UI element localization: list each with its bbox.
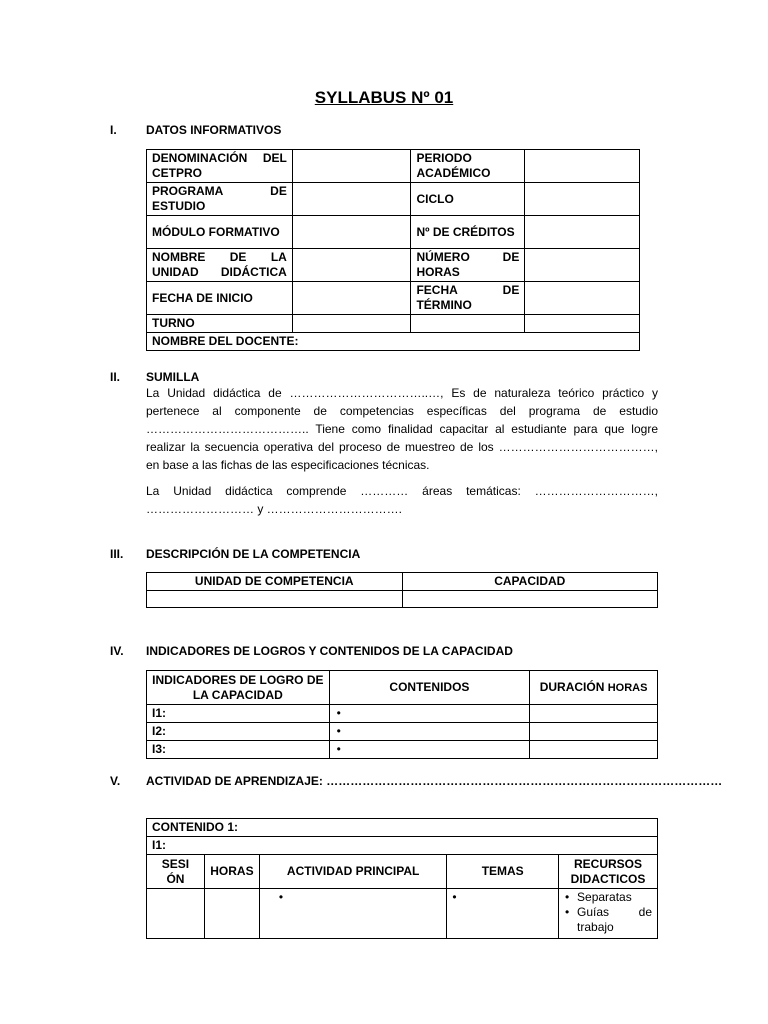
cell-turno-value-2 [411, 315, 525, 333]
cell-periodo-value [525, 150, 640, 183]
bullet-icon: • [278, 890, 284, 904]
cell-fecha-termino: FECHA DE TÉRMINO [411, 282, 525, 315]
horas-label: HORAS [607, 681, 648, 694]
cell-temas-value [447, 889, 559, 939]
bullet-icon: • [336, 724, 341, 738]
indicadores-table [146, 670, 658, 759]
cell-nombre-unidad-value [292, 249, 411, 282]
section-label: ACTIVIDAD DE APRENDIZAJE: ……………………………………………………………………………………… [146, 774, 723, 788]
cell-fecha-inicio-value [292, 282, 411, 315]
cell-nombre-unidad: NOMBRE DE LA UNIDAD DIDÁCTICA [147, 249, 293, 282]
header-sesion [147, 855, 205, 889]
indicator-row-label: I2: [147, 723, 330, 741]
indicator-row-label: I1: [147, 705, 330, 723]
cell-sesion-value [147, 889, 205, 939]
section-label: INDICADORES DE LOGROS Y CONTENIDOS DE LA CAPACIDAD [146, 644, 513, 658]
duracion-cell [530, 723, 658, 741]
duracion-cell [530, 741, 658, 759]
header-horas: HORAS [204, 855, 259, 889]
cell-unidad-competencia-value [147, 591, 403, 608]
cell-fecha-inicio: FECHA DE INICIO [147, 282, 293, 315]
cell-programa-value [292, 183, 411, 216]
cell-denominacion: DENOMINACIÓN DEL CETPRO [147, 150, 293, 183]
header-contenidos: CONTENIDOS [329, 671, 530, 705]
cell-fecha-termino-value [525, 282, 640, 315]
cell-creditos-value [525, 216, 640, 249]
cell-indicador: I1: [147, 837, 658, 855]
header-duracion [530, 671, 658, 705]
contenido-bullet-cell [329, 705, 530, 723]
cell-programa: PROGRAMA DE ESTUDIO [147, 183, 293, 216]
cell-docente: NOMBRE DEL DOCENTE: [147, 333, 640, 351]
section-number: IV. [110, 644, 124, 658]
cell-actividad-value [259, 889, 446, 939]
competencia-table [146, 572, 658, 608]
cell-periodo: PERIODO ACADÉMICO [411, 150, 525, 183]
bullet-icon: • [336, 742, 341, 756]
sumilla-paragraph-2: La Unidad didáctica comprende ………… áreas temáticas: …………………………, ……………………… y ……………………………. [146, 484, 658, 516]
datos-informativos-table [146, 149, 640, 351]
cell-turno: TURNO [147, 315, 293, 333]
document-title: SYLLABUS Nº 01 [314, 88, 454, 107]
contenido-bullet-cell [329, 723, 530, 741]
sesion-label: SESIÓN [161, 856, 190, 886]
bullet-icon: • [336, 706, 341, 720]
section-number: III. [110, 547, 124, 561]
cell-creditos: Nº DE CRÉDITOS [411, 216, 525, 249]
section-number: I. [110, 123, 117, 137]
header-temas: TEMAS [447, 855, 559, 889]
cell-capacidad-value [402, 591, 657, 608]
cell-denominacion-value [292, 150, 411, 183]
header-capacidad: CAPACIDAD [402, 573, 657, 591]
actividad-table [146, 818, 658, 939]
header-actividad-principal: ACTIVIDAD PRINCIPAL [259, 855, 446, 889]
cell-numero-horas-value [525, 249, 640, 282]
recurso-item: • Separatas [577, 890, 652, 905]
header-recursos: RECURSOS DIDACTICOS [559, 855, 658, 889]
cell-modulo-value [292, 216, 411, 249]
duracion-cell [530, 705, 658, 723]
cell-modulo: MÓDULO FORMATIVO [147, 216, 293, 249]
cell-horas-value [204, 889, 259, 939]
recurso-item: • Guías de trabajo [577, 905, 652, 935]
contenido-bullet-cell [329, 741, 530, 759]
cell-turno-value-3 [525, 315, 640, 333]
cell-recursos-value [559, 889, 658, 939]
cell-ciclo: CICLO [411, 183, 525, 216]
header-unidad-competencia: UNIDAD DE COMPETENCIA [147, 573, 403, 591]
section-label: DATOS INFORMATIVOS [146, 123, 282, 137]
section-label: DESCRIPCIÓN DE LA COMPETENCIA [146, 547, 361, 561]
duracion-label: DURACIÓN [539, 679, 605, 694]
header-indicadores: INDICADORES DE LOGRO DE LA CAPACIDAD [147, 671, 330, 705]
cell-ciclo-value [525, 183, 640, 216]
sumilla-paragraph-1: La Unidad didáctica de ……………………………..…, Es de naturaleza teórico práctico y pertenece al componente de competencias específicas del programa de estudio ………………………………….. Tiene como finalidad capacitar al estudiante para que logre realizar la secuencia operativa del proceso de muestreo de los …………………………………, en base a las fichas de las especificaciones técnicas. [146, 386, 658, 472]
cell-turno-value-1 [292, 315, 411, 333]
cell-numero-horas: NÚMERO DE HORAS [411, 249, 525, 282]
cell-contenido: CONTENIDO 1: [147, 819, 658, 837]
section-number: V. [110, 774, 121, 788]
indicator-row-label: I3: [147, 741, 330, 759]
section-label: SUMILLA [146, 370, 200, 384]
section-number: II. [110, 370, 121, 384]
bullet-icon: • [452, 890, 457, 904]
